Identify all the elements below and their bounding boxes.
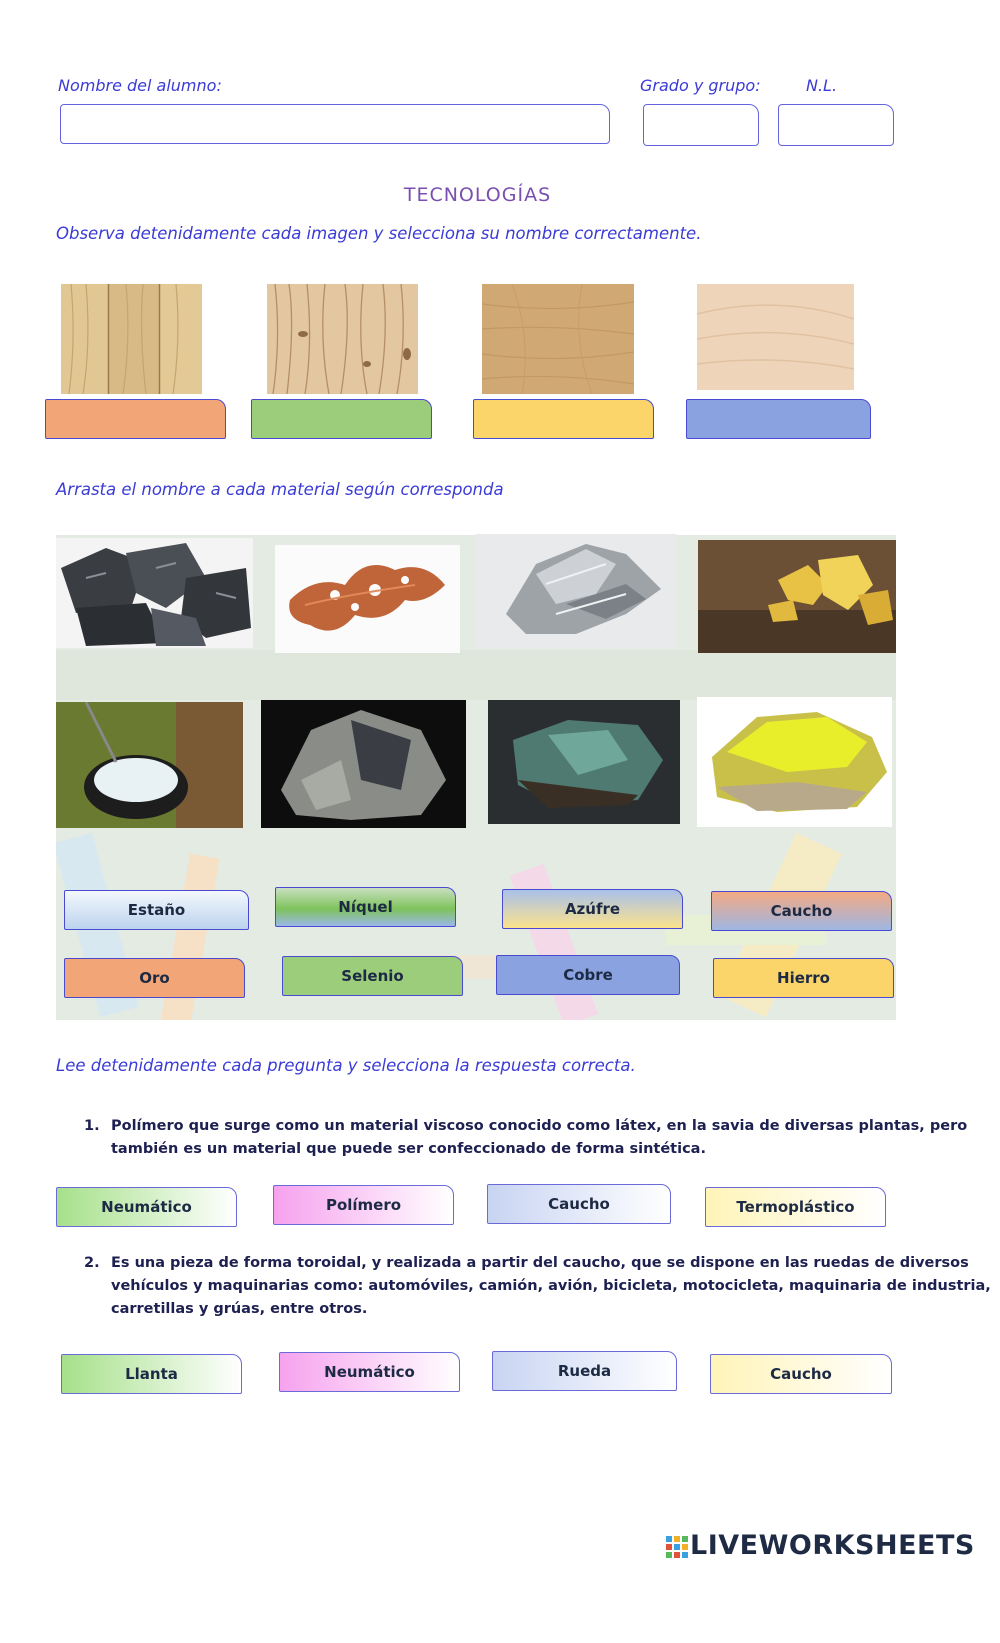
q2-option-rueda[interactable]: Rueda <box>492 1351 677 1391</box>
drag-label-oro[interactable]: Oro <box>64 958 245 998</box>
grade-group-label: Grado y grupo: <box>640 76 761 95</box>
drag-label-selenio[interactable]: Selenio <box>282 956 463 996</box>
q1-option-polimero[interactable]: Polímero <box>273 1185 454 1225</box>
question-2-line3: carretillas y grúas, entre otros. <box>111 1301 368 1317</box>
page-title: TECNOLOGÍAS <box>403 184 552 206</box>
section1-instruction: Observa detenidamente cada imagen y selecciona su nombre correctamente. <box>56 224 702 243</box>
section2-instruction: Arrasta el nombre a cada material según corresponda <box>56 480 504 499</box>
drag-label-estano[interactable]: Estaño <box>64 890 249 930</box>
mineral-photo-sulfur <box>697 697 892 827</box>
answer-box-3[interactable] <box>473 399 654 439</box>
answer-box-4[interactable] <box>686 399 871 439</box>
q1-option-neumatico[interactable]: Neumático <box>56 1187 237 1227</box>
drag-label-caucho[interactable]: Caucho <box>711 891 892 931</box>
student-name-label: Nombre del alumno: <box>58 76 222 95</box>
grade-group-input[interactable] <box>643 104 759 146</box>
wood-photo-4 <box>697 284 854 390</box>
liveworksheets-brand: LIVEWORKSHEETS <box>690 1530 975 1561</box>
wood-photo-1 <box>61 284 202 394</box>
question-1-number: 1. <box>84 1118 100 1134</box>
q1-option-termoplastico[interactable]: Termoplástico <box>705 1187 886 1227</box>
answer-box-1[interactable] <box>45 399 226 439</box>
mineral-photo-latex <box>56 702 243 828</box>
question-2-number: 2. <box>84 1255 100 1271</box>
mineral-photo-cobalt <box>488 700 680 824</box>
question-2-line1: Es una pieza de forma toroidal, y realizada a partir del caucho, que se dispone en las ruedas de diversos <box>111 1255 969 1271</box>
mineral-photo-copper <box>275 545 460 653</box>
question-1-line1: Polímero que surge como un material viscoso conocido como látex, en la savia de diversas plantas, pero <box>111 1118 968 1134</box>
nl-input[interactable] <box>778 104 894 146</box>
drag-label-niquel[interactable]: Níquel <box>275 887 456 927</box>
q1-option-caucho[interactable]: Caucho <box>487 1184 671 1224</box>
nl-label: N.L. <box>806 76 838 95</box>
mineral-photo-coal <box>56 538 253 648</box>
question-1-line2: también es un material que puede ser confeccionado de forma sintética. <box>111 1141 706 1157</box>
q2-option-neumatico[interactable]: Neumático <box>279 1352 460 1392</box>
student-name-input[interactable] <box>60 104 610 144</box>
drag-label-cobre[interactable]: Cobre <box>496 955 680 995</box>
section3-instruction: Lee detenidamente cada pregunta y selecciona la respuesta correcta. <box>56 1056 636 1075</box>
drag-label-hierro[interactable]: Hierro <box>713 958 894 998</box>
q2-option-llanta[interactable]: Llanta <box>61 1354 242 1394</box>
mineral-photo-iron-ore <box>261 700 466 828</box>
mineral-photo-nickel <box>476 534 676 648</box>
answer-box-2[interactable] <box>251 399 432 439</box>
drag-label-azufre[interactable]: Azúfre <box>502 889 683 929</box>
wood-photo-2 <box>267 284 418 394</box>
mineral-photo-gold <box>698 540 896 653</box>
liveworksheets-logo-icon <box>666 1536 688 1558</box>
question-2-line2: vehículos y maquinarias como: automóviles, camión, avión, bicicleta, motocicleta, maquinaria de industria, <box>111 1278 991 1294</box>
wood-photo-3 <box>482 284 634 394</box>
q2-option-caucho[interactable]: Caucho <box>710 1354 892 1394</box>
